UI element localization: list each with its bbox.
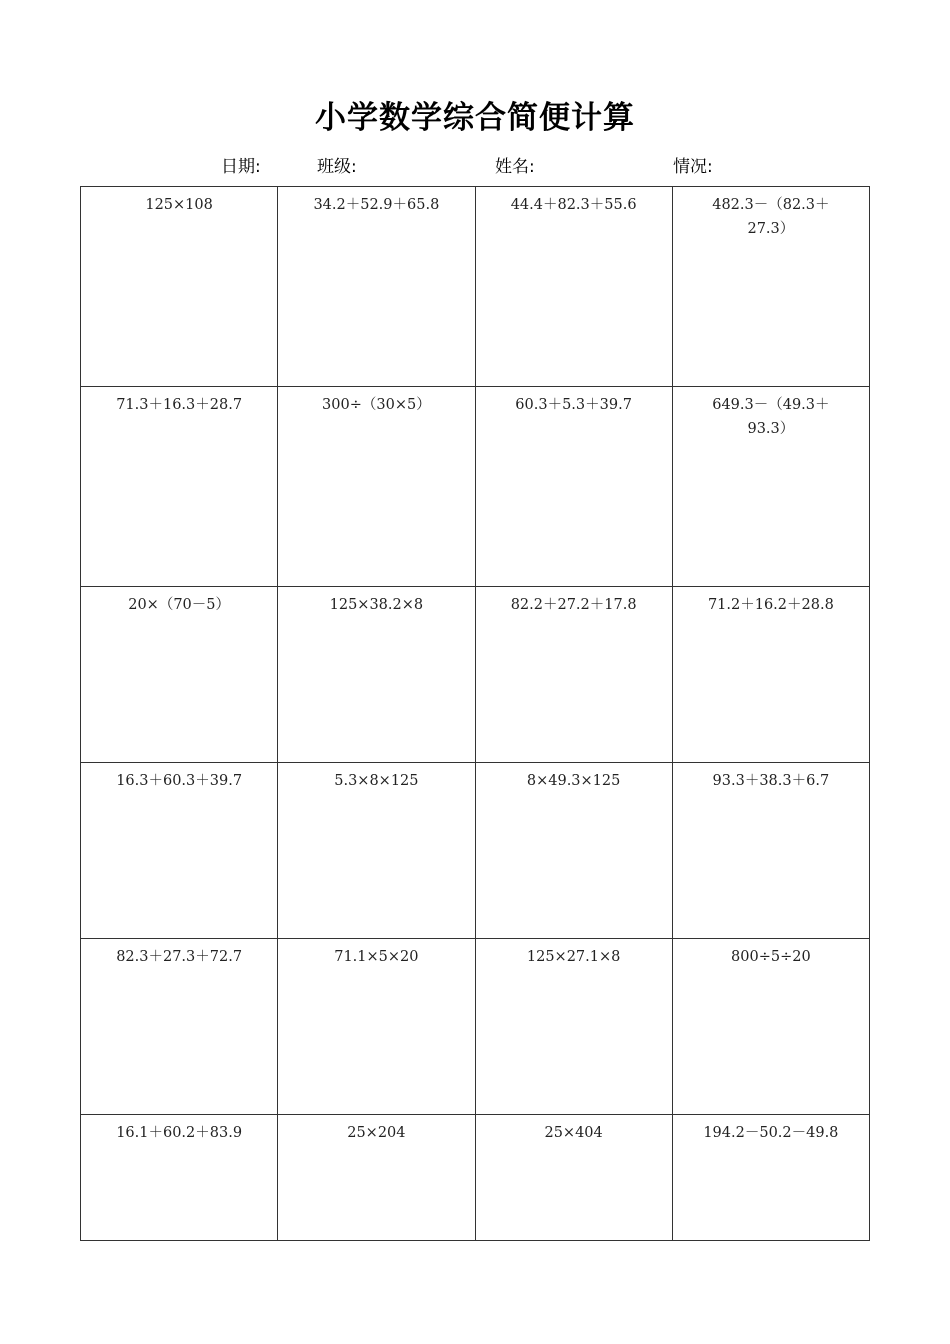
problem-cell: 649.3－（49.3＋93.3） xyxy=(672,387,869,587)
problem-cell: 20×（70－5） xyxy=(81,587,278,763)
problem-cell: 60.3＋5.3＋39.7 xyxy=(475,387,672,587)
problem-cell: 34.2＋52.9＋65.8 xyxy=(278,187,475,387)
problem-cell: 71.1×5×20 xyxy=(278,939,475,1115)
problem-cell: 482.3－（82.3＋27.3） xyxy=(672,187,869,387)
page-title: 小学数学综合简便计算 xyxy=(315,100,635,136)
problem-cell: 16.3＋60.3＋39.7 xyxy=(81,763,278,939)
problem-grid xyxy=(80,186,870,1241)
problem-cell: 125×38.2×8 xyxy=(278,587,475,763)
problem-cell: 8×49.3×125 xyxy=(475,763,672,939)
problem-cell: 44.4＋82.3＋55.6 xyxy=(475,187,672,387)
student-info-row xyxy=(0,152,950,176)
table-row xyxy=(81,387,870,587)
problem-cell: 125×27.1×8 xyxy=(475,939,672,1115)
problem-cell: 125×108 xyxy=(81,187,278,387)
name-label: 姓名: xyxy=(495,157,535,177)
problem-cell: 25×204 xyxy=(278,1115,475,1241)
problem-cell: 800÷5÷20 xyxy=(672,939,869,1115)
problem-cell: 5.3×8×125 xyxy=(278,763,475,939)
table-row xyxy=(81,939,870,1115)
problem-cell: 300÷（30×5） xyxy=(278,387,475,587)
problem-cell: 82.2＋27.2＋17.8 xyxy=(475,587,672,763)
table-row xyxy=(81,187,870,387)
table-row xyxy=(81,763,870,939)
class-label: 班级: xyxy=(317,157,357,177)
problem-cell: 25×404 xyxy=(475,1115,672,1241)
problem-cell: 194.2－50.2－49.8 xyxy=(672,1115,869,1241)
problem-cell: 82.3＋27.3＋72.7 xyxy=(81,939,278,1115)
table-row xyxy=(81,1115,870,1241)
table-row xyxy=(81,587,870,763)
problem-cell: 16.1＋60.2＋83.9 xyxy=(81,1115,278,1241)
date-label: 日期: xyxy=(221,157,261,177)
problem-cell: 71.2＋16.2＋28.8 xyxy=(672,587,869,763)
problem-cell: 71.3＋16.3＋28.7 xyxy=(81,387,278,587)
problem-cell: 93.3＋38.3＋6.7 xyxy=(672,763,869,939)
status-label: 情况: xyxy=(673,157,713,177)
